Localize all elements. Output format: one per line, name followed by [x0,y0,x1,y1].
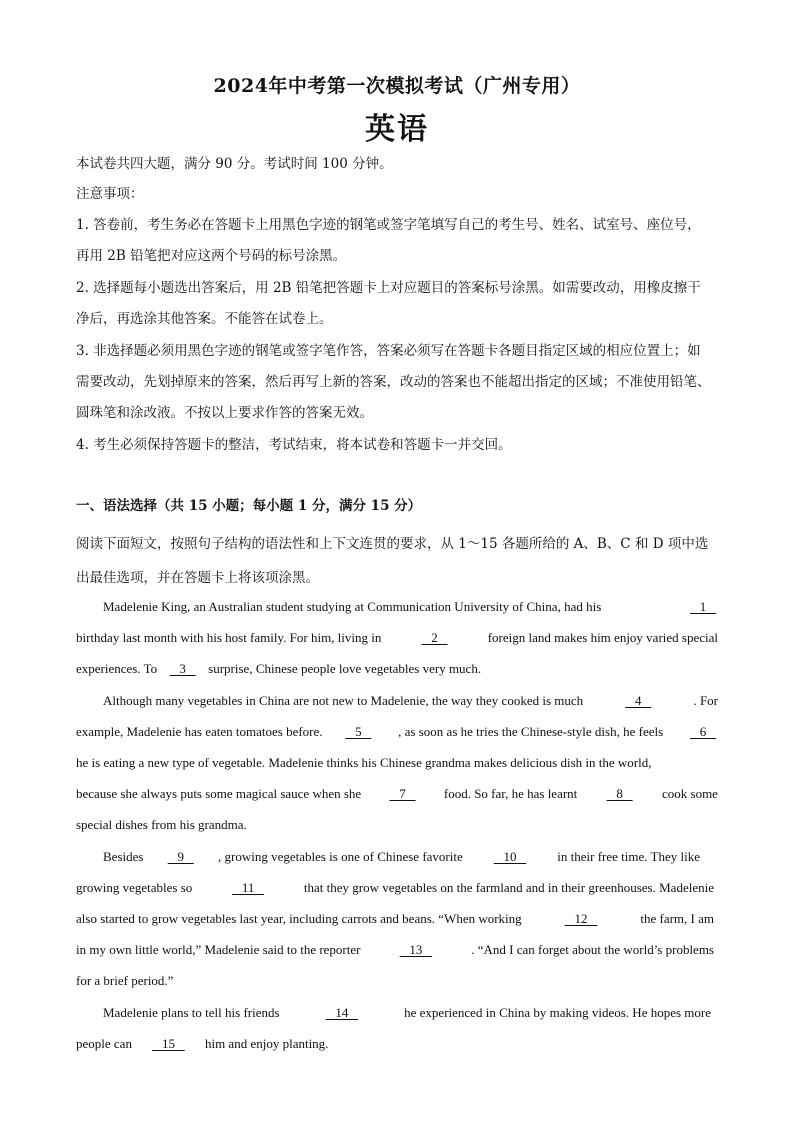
passage-text: , growing vegetables is one of Chinese favorite [217,849,463,864]
passage-line [76,911,714,927]
exam-info: 本试卷共四大题，满分 90 分。考试时间 100 分钟。 [76,156,393,172]
blank-8: 8 [606,786,633,801]
blank-5: 5 [345,724,372,739]
blank-6: 6 [689,724,716,739]
passage-text: in my own little world,” Madelenie said to the reporter [76,942,361,957]
notice-item-3a: 3. 非选择题必须用黑色字迹的钢笔或签字笔作答，答案必须写在答题卡各题目指定区域的相应位置上；如 [76,343,701,359]
section-instruction-b: 出最佳选项，并在答题卡上将该项涂黑。 [76,570,319,586]
blank-1: 1 [690,599,716,614]
notice-heading: 注意事项： [76,186,144,202]
blank-9: 9 [167,849,194,864]
blank-7: 7 [389,786,416,801]
blank-10: 10 [493,849,527,864]
blank-12: 12 [564,911,598,926]
passage-line [103,693,718,709]
passage-text: example, Madelenie has eaten tomatoes before. [76,724,323,739]
passage-text: Madelenie plans to tell his friends [103,1005,280,1020]
section-heading: 一、语法选择（共 15 小题；每小题 1 分，满分 15 分） [76,498,422,514]
passage-line [76,786,718,802]
blank-3: 3 [169,661,196,676]
passage-text: also started to grow vegetables last year, including carrots and beans. “When working [76,911,522,926]
passage-text: foreign land makes him enjoy varied special [487,630,718,645]
blank-15: 15 [152,1036,185,1051]
passage-text: him and enjoy planting. [204,1036,329,1051]
passage-line: special dishes from his grandma. [76,817,247,832]
passage-text: in their free time. They like [557,849,700,864]
passage-line [76,724,718,740]
blank-14: 14 [325,1005,359,1020]
passage-line [76,880,714,896]
passage-line [76,630,718,646]
passage-line [103,1005,711,1021]
passage-text: growing vegetables so [76,880,193,895]
notice-item-1b: 再用 2B 铅笔把对应这两个号码的标号涂黑。 [76,248,347,264]
notice-item-2a: 2. 选择题每小题选出答案后，用 2B 铅笔把答题卡上对应题目的答案标号涂黑。如需要改动，用橡皮擦干 [76,280,701,296]
passage-text: he experienced in China by making videos. He hopes more [404,1005,711,1020]
passage-line [76,661,481,677]
blank-13: 13 [399,942,433,957]
blank-11: 11 [232,880,265,895]
section-instruction-a: 阅读下面短文，按照句子结构的语法性和上下文连贯的要求，从 1～15 各题所给的 A、B、C 和 D 项中选 [76,536,709,552]
passage-line [76,755,718,771]
passage-text: he is eating a new type of vegetable. Madelenie thinks his Chinese grandma makes delicious dish in the world, [76,755,652,770]
passage-text: Madelenie King, an Australian student studying at Communication University of China, had his [103,599,602,614]
notice-item-3c: 圆珠笔和涂改液。不按以上要求作答的答案无效。 [76,405,373,421]
passage-text: food. So far, he has learnt [443,786,578,801]
passage-text: cook some [661,786,718,801]
passage-line [76,1036,328,1052]
blank-4: 4 [625,693,652,708]
passage-text: the farm, I am [640,911,714,926]
notice-item-2b: 净后，再选涂其他答案。不能答在试卷上。 [76,311,333,327]
passage-text: surprise, Chinese people love vegetables very much. [208,661,482,676]
passage-line [76,942,714,958]
passage-line [103,599,718,615]
exam-title: 2024年中考第一次模拟考试（广州专用） [213,75,581,97]
subject-title: 英语 [365,112,429,147]
passage-text: Besides [103,849,144,864]
passage-text: . For [693,693,718,708]
passage-line: for a brief period.” [76,973,174,988]
notice-item-3b: 需要改动，先划掉原来的答案，然后再写上新的答案，改动的答案也不能超出指定的区域；不准使用铅笔、 [76,374,711,390]
passage-text: because she always puts some magical sauce when she [76,786,362,801]
passage-text: that they grow vegetables on the farmland and in their greenhouses. Madelenie [303,880,714,895]
passage-text: . “And I can forget about the world’s problems [471,942,714,957]
passage-text: , as soon as he tries the Chinese-style dish, he feels [398,724,664,739]
passage-text: Although many vegetables in China are not new to Madelenie, the way they cooked is much [103,693,584,708]
passage-text: birthday last month with his host family. For him, living in [76,630,382,645]
passage-text: experiences. To [76,661,158,676]
blank-2: 2 [421,630,448,645]
passage-text: people can [76,1036,132,1051]
notice-item-1a: 1. 答卷前，考生务必在答题卡上用黑色字迹的钢笔或签字笔填写自己的考生号、姓名、试室号、座位号， [76,217,701,233]
notice-item-4: 4. 考生必须保持答题卡的整洁，考试结束，将本试卷和答题卡一并交回。 [76,437,512,453]
passage-line [103,849,700,865]
